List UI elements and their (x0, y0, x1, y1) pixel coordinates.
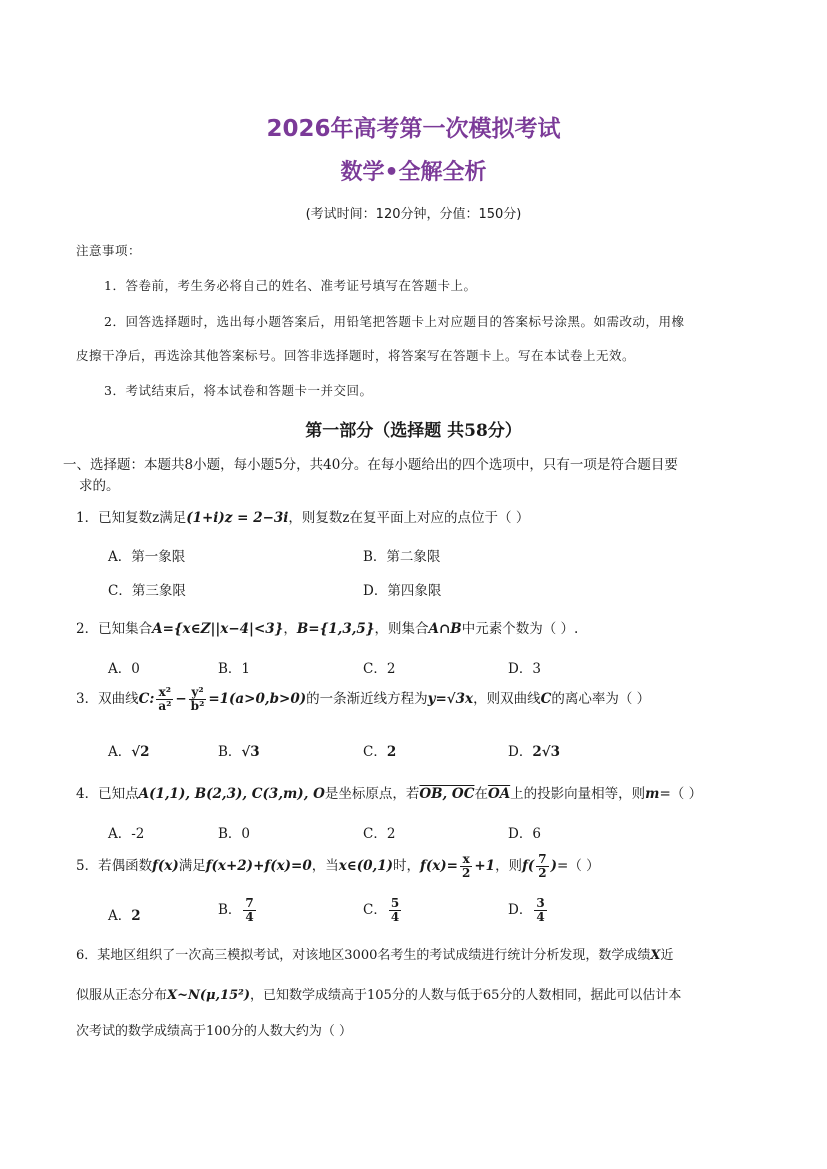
question-3-option-c: C．2 (363, 744, 397, 760)
notice-item-3: 3．考试结束后，将本试卷和答题卡一并交回。 (104, 383, 373, 398)
question-2-formula-a: A={x∈Z||x−4|<3} (152, 621, 284, 637)
question-2-stem: 2．已知集合A={x∈Z||x−4|<3}，B={1,3,5}，则集合A∩B中元素个数为（ ）. (76, 621, 579, 637)
question-1-formula: (1+i)z = 2−3i (186, 510, 289, 526)
question-2-option-a: A．0 (108, 661, 140, 677)
question-2-option-d: D．3 (508, 661, 541, 677)
question-5-option-a: A．2 (108, 908, 141, 924)
question-6-line-2: 似服从正态分布X~N(μ,15²)，已知数学成绩高于105分的人数与低于65分的人数相同，据此可以估计本 (76, 988, 682, 1003)
question-4-option-a: A．-2 (108, 826, 145, 842)
question-4-option-d: D．6 (508, 826, 541, 842)
question-1-option-c: C．第三象限 (108, 583, 186, 599)
question-2-formula-intersection: A∩B (428, 621, 462, 637)
question-4-vector-oa: $\overline{OA}$ (487, 786, 511, 802)
question-1-option-d: D．第四象限 (363, 583, 442, 599)
question-4-vectors: OB, OC (419, 786, 475, 802)
question-4-option-c: C．2 (363, 826, 396, 842)
question-4-stem: 4．已知点A(1,1), B(2,3), C(3,m), O是坐标原点，若OB, OC在$\overline{OA}$上的投影向量相等，则m=（ ） (76, 786, 703, 802)
section-title: 第一部分（选择题 共58分） (305, 421, 522, 441)
question-5-fraction-x-over-2: $\frac{x}{2}$ (461, 852, 471, 880)
question-5-option-c: C． $\frac{5}{4}$ (363, 896, 400, 924)
question-6-line-3: 次考试的数学成绩高于100分的人数大约为（ ） (76, 1024, 352, 1039)
question-2-option-b: B．1 (218, 661, 251, 677)
notice-item-2-line-2: 皮擦干净后，再选涂其他答案标号。回答非选择题时，将答案写在答题卡上。写在本试卷上无效。 (76, 348, 636, 363)
question-1-option-b: B．第二象限 (363, 549, 441, 565)
question-5-fraction-7-over-2: $\frac{7}{2}$ (538, 852, 547, 880)
question-6-distribution: X~N(μ,15²) (167, 988, 251, 1003)
question-6-line-1: 6．某地区组织了一次高三模拟考试，对该地区3000名考生的考试成绩进行统计分析发现，数学成绩X近 (76, 948, 674, 963)
question-1-option-a: A．第一象限 (108, 549, 186, 565)
question-1-stem: 1．已知复数z满足(1+i)z = 2−3i，则复数z在复平面上对应的点位于（ ） (76, 510, 530, 526)
question-5-stem: 5．若偶函数f(x)满足f(x+2)+f(x)=0，当x∈(0,1)时，f(x)= $\frac{x}{2}$ +1，则f( $\frac{7}{2}$ )=（ ） (76, 852, 600, 880)
question-3-fraction-y: $\frac{\text{y²}}{\text{b²}}$ (190, 685, 205, 713)
exam-subtitle: 数学•全解全析 (340, 160, 487, 185)
notice-item-1: 1．答卷前，考生务必将自己的姓名、准考证号填写在答题卡上。 (104, 278, 477, 293)
question-3-option-b: B．√3 (218, 744, 260, 760)
question-2-formula-b: B={1,3,5} (296, 621, 375, 637)
exam-info: (考试时间：120分钟，分值：150分) (305, 207, 522, 222)
question-4-option-b: B．0 (218, 826, 251, 842)
question-2-option-c: C．2 (363, 661, 396, 677)
question-3-asymptote: y=√3x (427, 691, 474, 707)
question-5-functional-equation: f(x+2)+f(x)=0 (205, 858, 312, 874)
question-5-option-d: D． $\frac{3}{4}$ (508, 896, 545, 924)
question-3-fraction-x: $\frac{\text{x²}}{\text{a²}}$ (158, 685, 172, 713)
question-3-option-d: D．2√3 (508, 744, 560, 760)
question-3-option-a: A．√2 (108, 744, 150, 760)
question-5-option-b: B． $\frac{7}{4}$ (218, 896, 254, 924)
exam-title: 2026年高考第一次模拟考试 (266, 116, 561, 142)
question-3-stem: 3．双曲线C: $\frac{\text{x²}}{\text{a²}}$ − $\frac{\text{y²}}{\text{b²}}$ =1(a>0,b>0)的一条渐近线方程为y=√3x，则双曲线C的离心率为（ ） (76, 685, 651, 713)
notice-heading: 注意事项： (76, 243, 142, 258)
notice-item-2-line-1: 2．回答选择题时，选出每小题答案后，用铅笔把答题卡上对应题目的答案标号涂黑。如需改动，用橡 (104, 314, 685, 329)
section-intro-line-2: 求的。 (79, 478, 120, 494)
section-intro-line-1: 一、选择题：本题共8小题，每小题5分，共40分。在每小题给出的四个选项中，只有一项是符合题目要 (63, 457, 678, 473)
question-4-points: A(1,1), B(2,3), C(3,m), O (138, 786, 325, 802)
